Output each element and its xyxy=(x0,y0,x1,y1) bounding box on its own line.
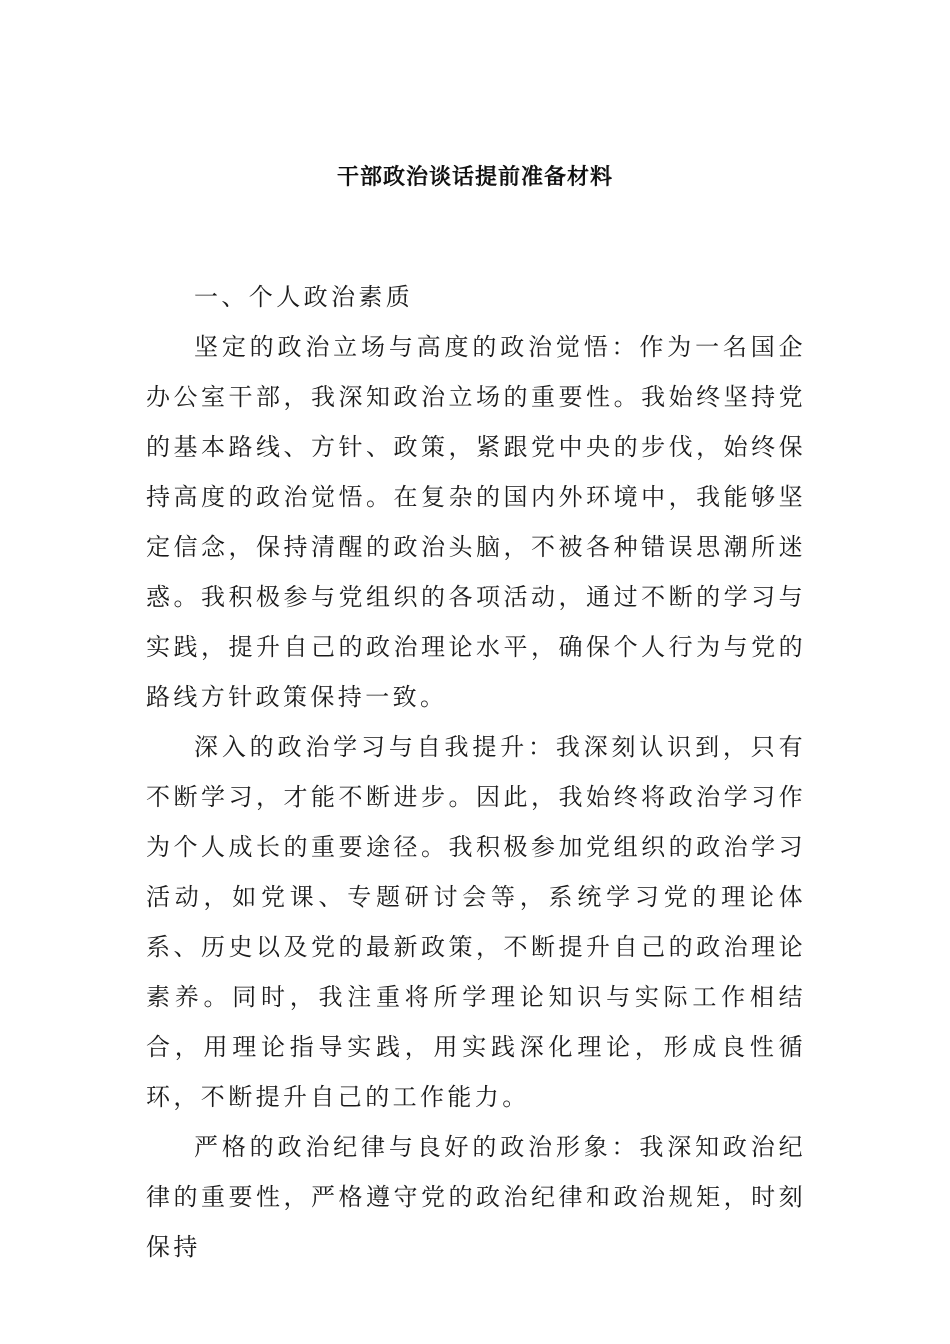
paragraph-political-stance: 坚定的政治立场与高度的政治觉悟：作为一名国企办公室干部，我深知政治立场的重要性。我始终坚持党的基本路线、方针、政策，紧跟党中央的步伐，始终保持高度的政治觉悟。在复杂的国内外环境中，我能够坚定信念，保持清醒的政治头脑，不被各种错误思潮所迷惑。我积极参与党组织的各项活动，通过不断的学习与实践，提升自己的政治理论水平，确保个人行为与党的路线方针政策保持一致。 xyxy=(146,333,806,711)
paragraph-political-study: 深入的政治学习与自我提升：我深刻认识到，只有不断学习，才能不断进步。因此，我始终将政治学习作为个人成长的重要途径。我积极参加党组织的政治学习活动，如党课、专题研讨会等，系统学习党的理论体系、历史以及党的最新政策，不断提升自己的政治理论素养。同时，我注重将所学理论知识与实际工作相结合，用理论指导实践，用实践深化理论，形成良性循环，不断提升自己的工作能力。 xyxy=(146,733,806,1111)
document-title: 干部政治谈话提前准备材料 xyxy=(336,164,613,190)
section-heading: 一、个人政治素质 xyxy=(194,283,414,311)
paragraph-political-discipline: 严格的政治纪律与良好的政治形象：我深知政治纪律的重要性，严格遵守党的政治纪律和政治规矩，时刻保持 xyxy=(146,1133,806,1261)
document-body xyxy=(146,272,806,1272)
